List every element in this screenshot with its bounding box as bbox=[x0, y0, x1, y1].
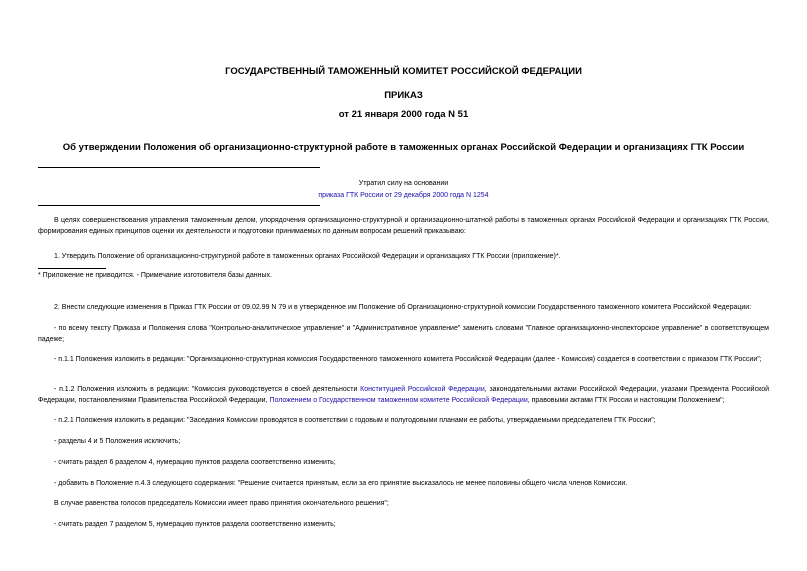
list-item: - добавить в Положение п.4.3 следующего содержания: "Решение считается принятым, если за его принятие высказалось не менее половины общего числа членов Комиссии. bbox=[54, 480, 628, 487]
repeal-order-link[interactable]: приказа ГТК России от 29 декабря 2000 года N 1254 bbox=[318, 192, 489, 199]
org-heading: ГОСУДАРСТВЕННЫЙ ТАМОЖЕННЫЙ КОМИТЕТ РОССИЙСКОЙ ФЕДЕРАЦИИ bbox=[225, 66, 582, 77]
list-item: - считать раздел 7 разделом 5, нумерацию пунктов раздела соответственно изменить; bbox=[54, 521, 336, 528]
list-item: - п.1.1 Положения изложить в редакции: "Организационно-структурная комиссия Государственного таможенного комитета Российской Федерации (далее - Комиссия) создается в соответствии с приказом ГТК России"; bbox=[54, 356, 762, 363]
list-item: - считать раздел 6 разделом 4, нумерацию пунктов раздела соответственно изменить; bbox=[54, 459, 336, 466]
status-note: Утратил силу на основании bbox=[358, 180, 449, 187]
item-text: - п.1.2 Положения изложить в редакции: "Комиссия руководствуется в своей деятельности bbox=[54, 386, 361, 393]
document-title: Об утверждении Положения об организационно-структурной работе в таможенных органах Российской Федерации и организациях ГТК России bbox=[62, 142, 745, 153]
item-2: 2. Внести следующие изменения в Приказ ГТК России от 09.02.99 N 79 и в утвержденное им Положение об Организационно-структурной комиссии Государственного таможенного комитета Российской Федерации: bbox=[54, 304, 752, 311]
intro-paragraph: В целях совершенствования управления таможенным делом, упорядочения организационно-структурной и организационно-штатной работы в таможенных органах Российской Федерации и организациях ГТК России, формирования единых принципов оценки их деятельности и подготовки принимаемых по данным вопросам решений приказываю: bbox=[38, 217, 769, 235]
divider-top bbox=[38, 167, 320, 168]
doc-type-heading: ПРИКАЗ bbox=[384, 90, 423, 101]
status-link-row bbox=[0, 192, 807, 199]
item-text: , правовыми актами ГТК России и настоящим Положением"; bbox=[527, 397, 725, 404]
item-text: , законодательными актами Российской Федерации, указами Президента Российской Федерации, постановлениями Правительства Российской Федерации, bbox=[38, 386, 770, 404]
footnote: * Приложение не приводится. - Примечание изготовителя базы данных. bbox=[38, 272, 272, 279]
date-number-heading: от 21 января 2000 года N 51 bbox=[338, 109, 469, 120]
divider-bottom bbox=[38, 205, 320, 206]
constitution-link[interactable]: Конституцией Российской Федерации bbox=[360, 386, 485, 393]
list-item: - разделы 4 и 5 Положения исключить; bbox=[54, 438, 181, 445]
list-item bbox=[38, 384, 769, 406]
list-item: В случае равенства голосов председатель Комиссии имеет право принятия окончательного решения"; bbox=[54, 500, 389, 507]
list-item: - по всему тексту Приказа и Положения слова "Контрольно-аналитическое управление" и "Административное управление" заменить словами "Главное организационно-инспекторское управление" в соответствующем падеже; bbox=[38, 325, 769, 343]
footnote-divider bbox=[38, 268, 106, 269]
item-1: 1. Утвердить Положение об организационно-структурной работе в таможенных органах Российской Федерации и организациях ГТК России (приложение)*. bbox=[54, 253, 561, 260]
gtk-regulation-link[interactable]: Положением о Государственном таможенном комитете Российской Федерации bbox=[269, 397, 528, 404]
list-item: - п.2.1 Положения изложить в редакции: "Заседания Комиссии проводятся в соответствии с годовым и полугодовыми планами ее работы, утверждаемыми председателем ГТК России"; bbox=[54, 417, 656, 424]
